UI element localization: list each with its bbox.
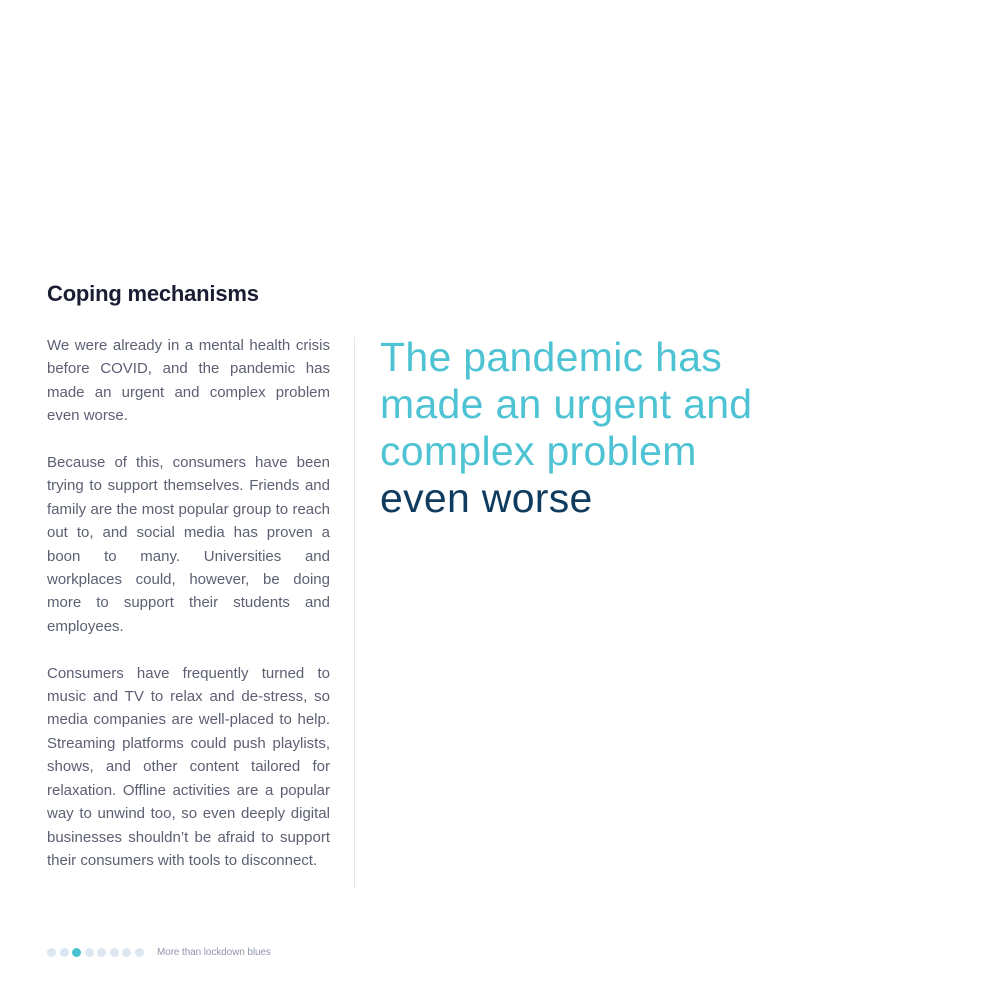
- pull-quote-line-1: The pandemic has: [380, 334, 723, 380]
- page-dot: [47, 948, 56, 957]
- page-dot-active: [72, 948, 81, 957]
- pull-quote: [380, 334, 900, 522]
- page-footer: [47, 947, 271, 958]
- pull-quote-line-2: made an urgent and: [380, 381, 753, 427]
- page-dot: [97, 948, 106, 957]
- page-indicator-dots: [47, 948, 147, 957]
- section-title: Coping mechanisms: [47, 281, 259, 306]
- page-dot: [60, 948, 69, 957]
- pull-quote-line-4: even worse: [380, 475, 593, 521]
- page-dot: [110, 948, 119, 957]
- body-paragraph-3: Consumers have frequently turned to music and TV to relax and de-stress, so media companies are well-placed to help. Streaming platforms could push playlists, shows, and other content tailored for relaxation. Offline activities are a popular way to unwind too, so even deeply digital businesses shouldn’t be afraid to support their consumers with tools to disconnect.: [47, 664, 330, 869]
- body-paragraph-1: We were already in a mental health crisis before COVID, and the pandemic has made an urgent and complex problem even worse.: [47, 337, 330, 425]
- body-paragraph-2: Because of this, consumers have been trying to support themselves. Friends and family are the most popular group to reach out to, and social media has proven a boon to many. Universities and workplaces could, however, be doing more to support their students and employees.: [47, 454, 330, 635]
- pull-quote-line-3: complex problem: [380, 428, 697, 474]
- column-divider: [354, 337, 355, 888]
- page-dot: [135, 948, 144, 957]
- body-text-column: [47, 334, 330, 896]
- page-dot: [85, 948, 94, 957]
- page-dot: [122, 948, 131, 957]
- footer-section-label: More than lockdown blues: [157, 947, 271, 958]
